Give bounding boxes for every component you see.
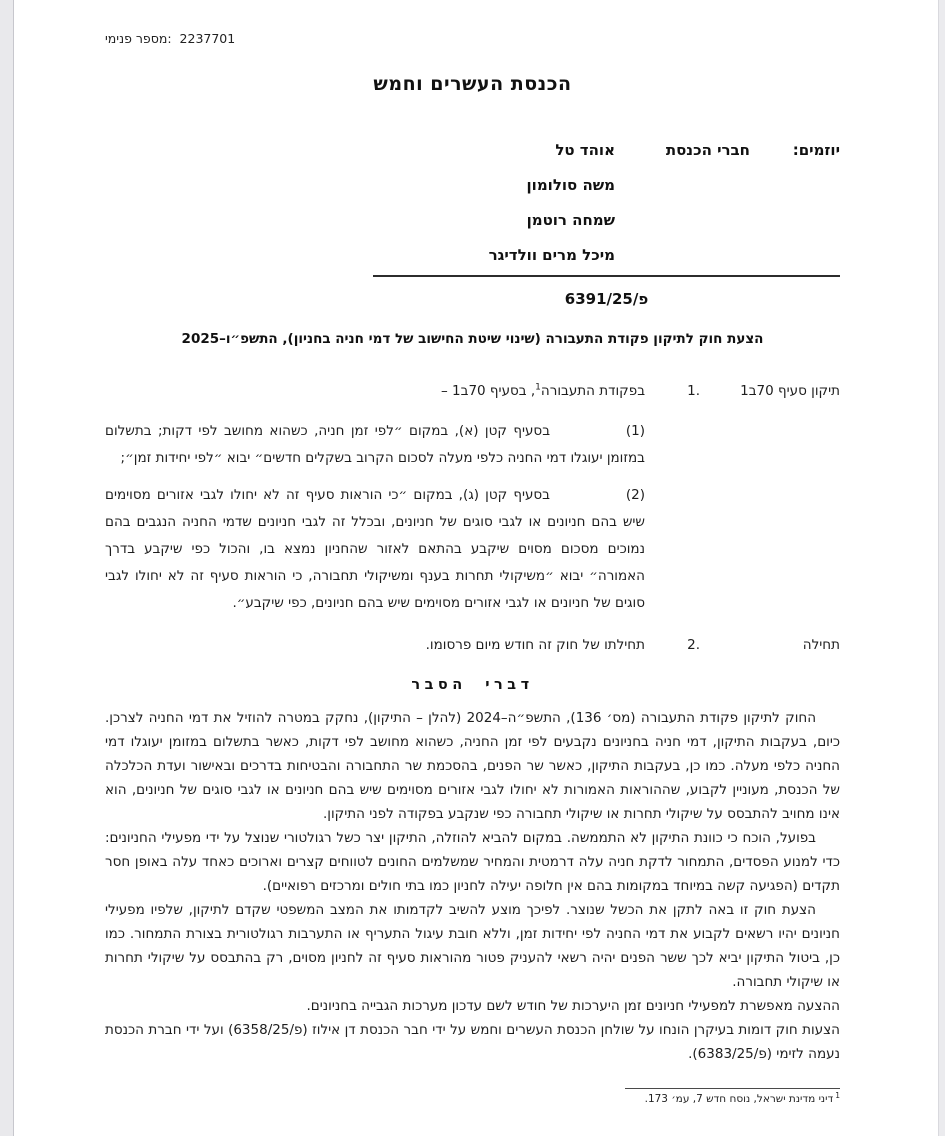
section-2-body: תחילתו של חוק זה חודש מיום פרסומו. <box>425 637 645 653</box>
clause-2 <box>105 482 645 617</box>
section-1-number: 1. <box>687 383 700 399</box>
knesset-title: הכנסת העשרים וחמש <box>373 73 572 95</box>
section-2 <box>105 632 840 659</box>
explanatory-paragraph: החוק לתיקון פקודת התעבורה (מס׳ 136), התשפ״ה–2024 (להלן – התיקון), נחקק במטרה להוזיל את דמי החניה לצרכן. כיום, בעקבות התיקון, דמי חניה בחניונים נקבעים לפי זמן החניה, כשהוא מחושב לפי דקות, כאשר בתשלום במזומן יעוגלו דמי החניה כלפי מעלה. כמו כן, בעקבות התיקון, כאשר שר הפנים, בהסכמת שר התחבורה והבטיחות בדרכים ובאישור ועדת הכלכלה של הכנסת, מעוניין לקבוע, שההוראות האמורות לא יחולו לגבי אזורים מסוימים שיש בהם חניונים או לגבי סוגים של חניונים, הוא אינו מחויב להתבסס על שיקולי תחרות או שיקולי תחבורה כפי שנקבע בפקודה לפני התיקון. <box>105 710 840 822</box>
spacer <box>615 209 750 231</box>
section-1-intro-continuation: , בסעיף 70ב1 – <box>440 383 536 399</box>
document-content <box>105 0 840 1105</box>
initiator-name: שמחה רוטמן <box>526 211 615 229</box>
page-left-edge <box>0 0 14 1136</box>
footnote <box>105 1090 840 1105</box>
law-sections <box>105 378 840 659</box>
bill-title: הצעת חוק לתיקון פקודת התעבורה (שינוי שיטת החישוב של דמי חניה בחניון), התשפ״ו–2025 <box>181 331 764 347</box>
footnote-reference: 1 <box>535 382 541 393</box>
spacer <box>615 244 750 266</box>
explanatory-paragraph: הצעות חוק דומות בעיקרן הונחו על שולחן הכנסת העשרים וחמש על ידי חבר הכנסת דן אילוז (פ/6358/25) ועל ידי חברת הכנסת נעמה לזימי (פ/6383/25). <box>105 1022 840 1062</box>
clause-1-marker: (1) <box>625 423 645 439</box>
initiator-name: מיכל מרים וולדיגר <box>488 246 615 264</box>
explanatory-paragraph: בפועל, הוכח כי כוונת התיקון לא התממשה. במקום להביא להוזלה, התיקון יצר כשל רגולטורי שנוצל על ידי מפעילי החניונים: כדי למנוע הפסדים, התמחור לדקת חניה עלה דרמטית והמחיר שמשלמים החונים לטווחים קצרים וארוכים כאחד עלה באופן חסר תקדים (הפגיעה קשה במיוחד במקומות בהם אין חלופה יעילה לחניון כמו בתי חולים ומרכזים רפואיים). <box>105 830 840 894</box>
explanatory-notes <box>105 706 840 1066</box>
spacer <box>615 174 750 196</box>
initiators-label: יוזמים: <box>792 141 840 159</box>
clause-1 <box>105 418 645 472</box>
explanatory-notes-heading: דברי הסבר <box>411 677 534 693</box>
section-1-margin-note: תיקון סעיף 70ב1 <box>740 383 840 399</box>
section-1-intro-text: בפקודת התעבורה <box>540 383 645 399</box>
internal-number-line <box>105 31 840 46</box>
spacer <box>750 174 840 196</box>
section-1 <box>105 378 840 617</box>
initiator-name: משה סולומון <box>526 176 615 194</box>
section-2-number: 2. <box>687 637 700 653</box>
section-1-intro <box>105 378 645 405</box>
explanatory-paragraph: ההצעה מאפשרת למפעילי חניונים זמן היערכות של חודש לשם עדכון מערכות הגבייה בחניונים. <box>306 998 840 1014</box>
page-right-edge <box>938 0 945 1136</box>
explanatory-paragraph: הצעת חוק זו באה לתקן את הכשל שנוצר. לפיכך מוצע להשיב לקדמותו את המצב המשפטי שקדם לתיקון, שלפיו מפעילי חניונים יהיו רשאים לקבוע את דמי החניה לפי יחידות זמן, וללא חובת עיגול התעריף או התערבות רגולטורית בצורת התמחור. כמו כן, ביטול התיקון יביא לכך ששר הפנים יהיה רשאי להעניק פטור מהוראות סעיף זה לחניון מסוים, רק בהתבסס על שיקולי תחרות או שיקולי תחבורה. <box>105 902 840 990</box>
bill-number: פ/6391/25 <box>564 290 649 308</box>
initiators-role: חברי הכנסת <box>665 141 750 159</box>
section-2-margin-note: תחילה <box>802 637 840 653</box>
clause-2-marker: (2) <box>625 487 645 503</box>
clause-1-text: בסעיף קטן (א), במקום ״לפי זמן חניה, כשהוא מחושב לפי דקות; בתשלום במזומן יעוגלו דמי החניה כלפי מעלה לסכום הקרוב בשקלים חדשים״ יבוא ״לפי יחידות זמן״; <box>105 423 645 466</box>
footnote-marker: 1 <box>835 1090 840 1100</box>
footnote-text: דיני מדינת ישראל, נוסח חדש 7, עמ׳ 173. <box>644 1093 834 1105</box>
initiators-block <box>105 139 840 266</box>
footnote-rule <box>625 1088 840 1089</box>
internal-number-value: 2237701 <box>179 31 236 46</box>
internal-number-label: מספר פנימי: <box>105 31 172 46</box>
section-1-body <box>105 378 645 617</box>
divider-line <box>373 275 840 277</box>
spacer <box>750 244 840 266</box>
spacer <box>750 209 840 231</box>
initiator-name: אוהד טל <box>555 141 615 159</box>
clause-2-text: בסעיף קטן (ג), במקום ״כי הוראות סעיף זה לא יחולו לגבי אזורים מסוימים שיש בהם חניונים או לגבי סוגים של חניונים, ובכלל זה לגבי חניונים שדמי החניה הנגבים בהם נמוכים מסכום מסוים שיקבע בהתאם לאזור שהחניון נמצא בו, והכול כפי שיקבע בדרך האמורה״ יבוא ״משיקולי תחרות בענף ומשיקולי תחבורה, כי הוראות סעיף זה לא יחולו לגבי סוגים של חניונים או לגבי אזורים מסוימים שיש בהם חניונים, כפי שיקבע״. <box>105 487 645 611</box>
